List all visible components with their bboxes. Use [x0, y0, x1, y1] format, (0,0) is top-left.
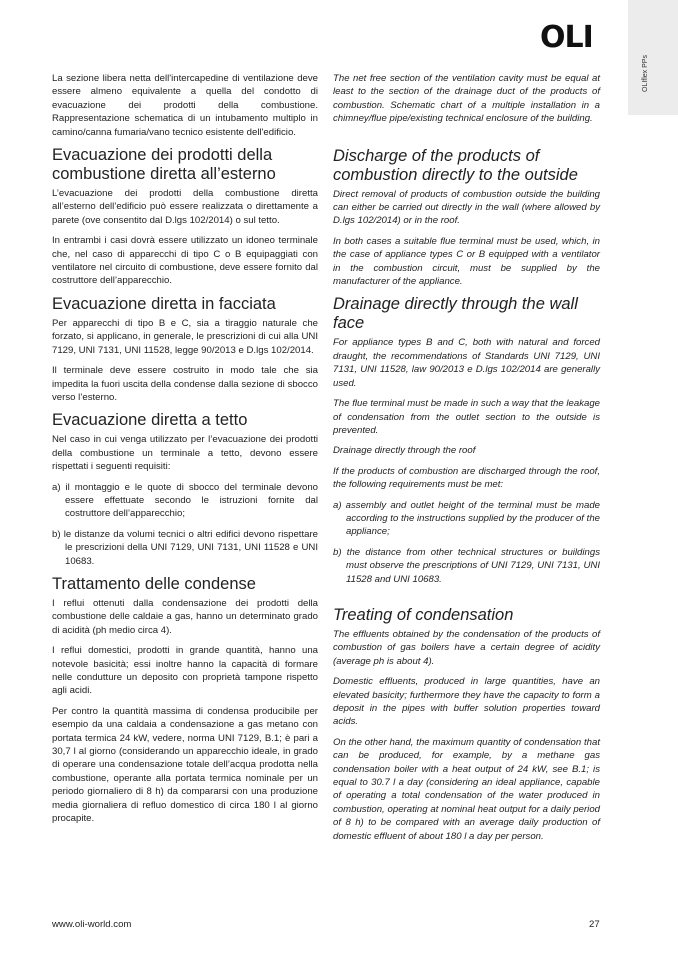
- italian-column: [52, 72, 318, 832]
- para-it: I reflui domestici, prodotti in grande quantità, hanno una notevole basicità; essi inoltre hanno la capacità di formare nelle condutture un deposito con proprietà tampone rispetto agli acidi.: [52, 645, 318, 697]
- para-en: The flue terminal must be made in such a way that the leakage of condensation from the outlet section to the outside is prevented.: [333, 398, 600, 436]
- para-it: Nel caso in cui venga utilizzato per l’evacuazione dei prodotti della combustione un terminale a tetto, devono essere rispettati i seguenti requisiti:: [52, 434, 318, 473]
- page-number: 27: [589, 919, 600, 930]
- footer-website: www.oli-world.com: [52, 919, 132, 930]
- heading-it-2: Evacuazione diretta in facciata: [52, 294, 276, 313]
- list-item-b-it: b) le distanze da volumi tecnici o altri edifici devono rispettare le prescrizioni della UNI 7129, UNI 7131, UNI 11528 e UNI 10683.: [52, 528, 318, 567]
- intro-en: The net free section of the ventilation cavity must be equal at least to the section of the drainage duct of the products of combustion. Schematic chart of a multiple installation in a chimney/flue pipe/existing technical enclosure of the building.: [333, 73, 600, 125]
- english-column: [333, 72, 600, 850]
- para-it: L’evacuazione dei prodotti della combustione diretta all’esterno dell’edificio può essere realizzata o direttamente a parete (ove consentito dal D.lgs 102/2014) o sul tetto.: [52, 188, 318, 226]
- subheading-en-3: Drainage directly through the roof: [333, 445, 476, 457]
- oli-logo: OLI: [540, 20, 593, 55]
- heading-en-2: Drainage directly through the wall face: [333, 295, 578, 333]
- heading-en-4: Treating of condensation: [333, 605, 514, 624]
- para-en: Direct removal of products of combustion outside the building can either be carried out directly in the wall (where allowed by D.lgs 102/2014) or in the roof.: [333, 188, 600, 227]
- para-it: Il terminale deve essere costruito in modo tale che sia impedita la fuori uscita della condense dalla sezione di sbocco verso l’esterno.: [52, 365, 318, 403]
- heading-it-1: Evacuazione dei prodotti della combustione diretta all’esterno: [52, 146, 276, 184]
- list-item-a-it: a) il montaggio e le quote di sbocco del terminale devono essere effettuate secondo le istruzioni fornite dal costruttore dell’apparecchio;: [52, 481, 318, 520]
- list-item-b-en: b) the distance from other technical structures or buildings must observe the prescriptions of UNI 7129, UNI 7131, UNI 11528 and UNI 10683.: [333, 546, 600, 585]
- list-item-a-en: a) assembly and outlet height of the terminal must be made according to the instructions supplied by the producer of the appliance;: [333, 499, 600, 538]
- para-it: Per contro la quantità massima di condensa producibile per esempio da una caldaia a condensazione a gas metano con portata termica 24 kW, vedere, norma UNI 7129, B.1; è pari a 30,7 l al giorno (considerando un apparecchio ideale, in grado di operare una condensazione totale dell’acqua prodotta nella combustione, operante alla portata termica nominale per un periodo giornaliero di 8 h) da compararsi con una produzione media giornaliera di refluo domestico di circa 180 l al giorno procapite.: [52, 705, 318, 825]
- para-en: In both cases a suitable flue terminal must be used, which, in the case of appliance types C or B equipped with a ventilator in the combustion circuit, must be supplied by the manufacturer of the appliance.: [333, 235, 600, 288]
- para-it: Per apparecchi di tipo B e C, sia a tiraggio naturale che forzato, si applicano, in generale, le prescrizioni di cui alla UNI 7129, UNI 7131, UNI 11528, legge 90/2013 e D.lgs 102/2014.: [52, 317, 318, 356]
- side-tab: [628, 0, 678, 115]
- side-tab-label: OLIflex PPs: [642, 55, 649, 92]
- heading-en-1: Discharge of the products of combustion directly to the outside: [333, 146, 578, 184]
- para-it: I reflui ottenuti dalla condensazione dei prodotti della combustione delle caldaie a gas, hanno un determinato grado di acidità (ph medio circa 4).: [52, 597, 318, 636]
- para-en: For appliance types B and C, both with natural and forced draught, the recommendations of Standards UNI 7129, UNI 7131, UNI 11528, law 90/2013 e D.lgs 102/2014 are generally used.: [333, 337, 600, 389]
- intro-it: La sezione libera netta dell'intercapedine di ventilazione deve essere almeno equivalente a quella del condotto di evacuazione dei prodotti della combustione. Rappresentazione schematica di un intubamento multiplo in camino/canna fumaria/vano tecnico esistente dell'edificio.: [52, 73, 318, 138]
- heading-it-3: Evacuazione diretta a tetto: [52, 411, 248, 430]
- para-it: In entrambi i casi dovrà essere utilizzato un idoneo terminale che, nel caso di apparecchi di tipo C o B equipaggiati con ventilatore nel circuito di combustione, deve essere fornito dal costruttore dell’apparecchio.: [52, 235, 318, 287]
- para-en: Domestic effluents, produced in large quantities, have an elevated basicity; furthermore they have the capacity to form a deposit in the pipes with buffer solution properties toward acids.: [333, 676, 600, 728]
- heading-it-4: Trattamento delle condense: [52, 574, 256, 593]
- para-en: On the other hand, the maximum quantity of condensation that can be produced, for example, by a methane gas condensation boiler with a heat output of 24 kW, see B.1; is equal to 30.7 l a day (considering an ideal appliance, capable of operating a total condensation of the water produced in combustion, operating at nominal heat output for a daily period of 8 h) to be compared with an average daily production of domestic effluent of about 180 l a day per person.: [333, 736, 600, 842]
- para-en: If the products of combustion are discharged through the roof, the following requirements must be met:: [333, 465, 600, 491]
- para-en: The effluents obtained by the condensation of the products of combustion of gas boilers have a certain degree of acidity (average ph is about 4).: [333, 628, 600, 667]
